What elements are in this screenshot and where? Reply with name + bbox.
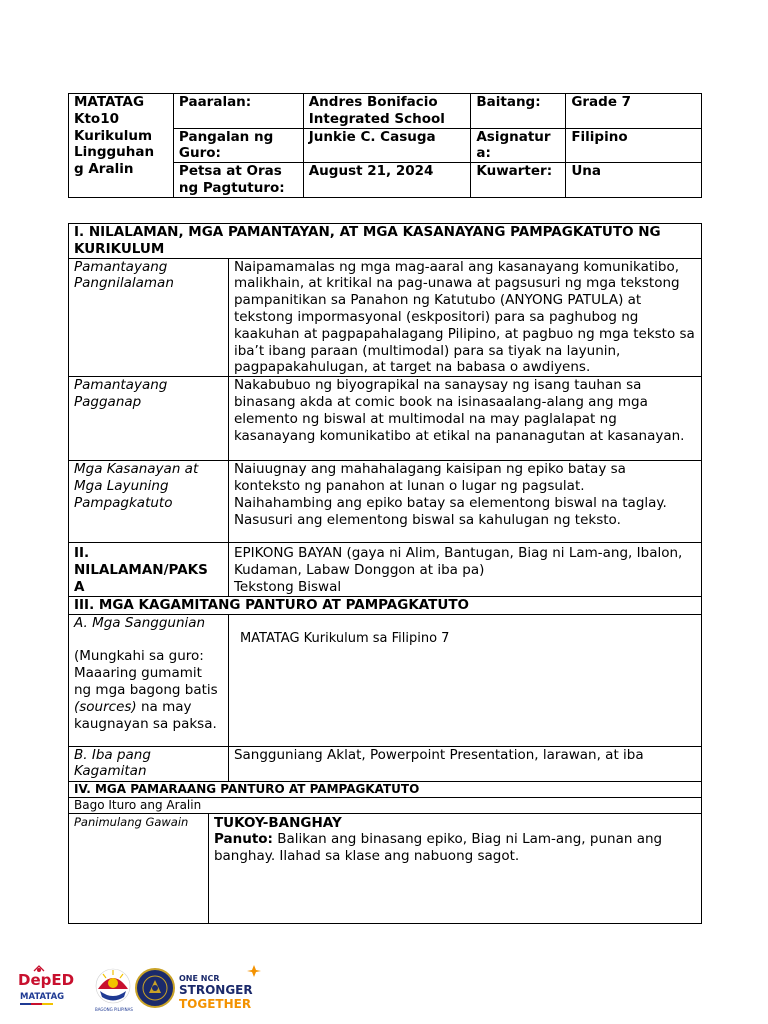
school-value: Andres Bonifacio Integrated School — [303, 94, 471, 129]
lesson-plan-table — [68, 223, 702, 924]
competency-item: Nasusuri ang elementong biswal sa kahulugan ng teksto. — [233, 511, 621, 528]
lesson-info-table — [68, 93, 702, 198]
school-label: Paaralan: — [173, 94, 303, 129]
competencies-list — [228, 461, 701, 543]
date-label: Petsa at Oras ng Pagtuturo: — [173, 163, 303, 198]
topic-label: II. NILALAMAN/PAKS A — [69, 543, 229, 596]
competencies-label: Mga Kasanayan at Mga Layuning Pampagkatuto — [69, 461, 229, 543]
stronger-text: STRONGER — [179, 983, 253, 997]
star-icon — [247, 965, 261, 977]
bagong-pilipinas-text: BAGONG PILIPINAS — [95, 1007, 133, 1012]
topic-line: EPIKONG BAYAN (gaya ni Alim, Bantugan, Biag ni Lam-ang, Ibalon, Kudaman, Labaw Donggon at iba pa) — [233, 545, 683, 578]
section-4-heading: IV. MGA PAMARAANG PANTURO AT PAMPAGKATUTO — [69, 781, 702, 797]
footer-logos — [16, 962, 276, 1014]
references-label-cell — [69, 614, 229, 746]
other-materials-value: Sangguniang Aklat, Powerpoint Presentation, larawan, at iba — [228, 746, 701, 781]
matatag-text: MATATAG — [20, 992, 65, 1002]
subject-value: Filipino — [566, 128, 702, 163]
content-standard-text: Naipamamalas ng mga mag-aaral ang kasanayang komunikatibo, malikhain, at kritikal na pag-unawa at pagsusuri ng mga tekstong pampanitikan sa Panahon ng Katutubo (ANYONG PATULA) at tekstong impormasyonal (eskpositori) para sa paghubog ng kaakuhan at pagpapahalagang Pilipino, at pagbuo ng mga teksto sa iba’t ibang paraan (multimodal) para sa tiyak na layunin, pagpapakahulugan, at target na babasa o awdiyens. — [228, 258, 701, 377]
topic-text — [228, 543, 701, 596]
one-ncr-text: ONE NCR — [179, 974, 220, 983]
competency-item: Naiuugnay ang mahahalagang kaisipan ng epiko batay sa konteksto ng panahon at lunan o lugar ng pagsulat. — [233, 461, 626, 494]
grade-label: Baitang: — [471, 94, 566, 129]
topic-line: Tekstong Biswal — [233, 578, 342, 595]
content-standard-label: Pamantayang Pangnilalaman — [69, 258, 229, 377]
references-note: (Mungkahi sa guro: Maaaring gumamit ng mga bagong batis (sources) na may kaugnayan sa paksa. — [74, 648, 218, 732]
activity-content — [208, 813, 701, 923]
references-value: MATATAG Kurikulum sa Filipino 7 — [228, 614, 701, 746]
deped-text: DepED — [18, 971, 75, 989]
subject-label: Asignatur a: — [471, 128, 566, 163]
section-4-subheading: Bago Ituro ang Aralin — [69, 797, 702, 813]
section-1-heading: I. NILALAMAN, MGA PAMANTAYAN, AT MGA KASANAYANG PAMPAGKATUTO NG KURIKULUM — [69, 224, 702, 259]
bagong-pilipinas-logo — [95, 969, 133, 1012]
performance-standard-text: Nakabubuo ng biyograpikal na sanaysay ng isang tauhan sa binasang akda at comic book na isinasaalang-alang ang mga elemento ng biswal at multimodal na may paglalapat ng kasanayang komunikatibo at etikal na pananagutan at kasanayan. — [228, 377, 701, 461]
grade-value: Grade 7 — [566, 94, 702, 129]
references-label: A. Mga Sanggunian — [74, 614, 206, 631]
other-materials-label: B. Iba pang Kagamitan — [69, 746, 229, 781]
one-ncr-logo — [179, 965, 261, 1011]
division-seal-logo — [136, 969, 174, 1007]
activity-instruction: Panuto: Balikan ang binasang epiko, Biag ni Lam-ang, punan ang banghay. Ilahad sa klase ang nabuong sagot. — [213, 831, 663, 865]
footer-logo-strip — [16, 962, 276, 1014]
competency-item: Naihahambing ang epiko batay sa elementong biswal na taglay. — [233, 494, 667, 511]
date-value: August 21, 2024 — [303, 163, 471, 198]
teacher-label: Pangalan ng Guro: — [173, 128, 303, 163]
quarter-value: Una — [566, 163, 702, 198]
quarter-label: Kuwarter: — [471, 163, 566, 198]
together-text: TOGETHER — [179, 997, 252, 1011]
activity-title: TUKOY-BANGHAY — [213, 814, 342, 831]
activity-label: Panimulang Gawain — [69, 813, 209, 923]
teacher-value: Junkie C. Casuga — [303, 128, 471, 163]
deped-logo — [18, 966, 74, 1005]
performance-standard-label: Pamantayang Pagganap — [69, 377, 229, 461]
section-3-heading: III. MGA KAGAMITANG PANTURO AT PAMPAGKATUTO — [69, 596, 702, 614]
plan-title: MATATAG Kto10 Kurikulum Lingguhan g Aralin — [69, 94, 174, 198]
